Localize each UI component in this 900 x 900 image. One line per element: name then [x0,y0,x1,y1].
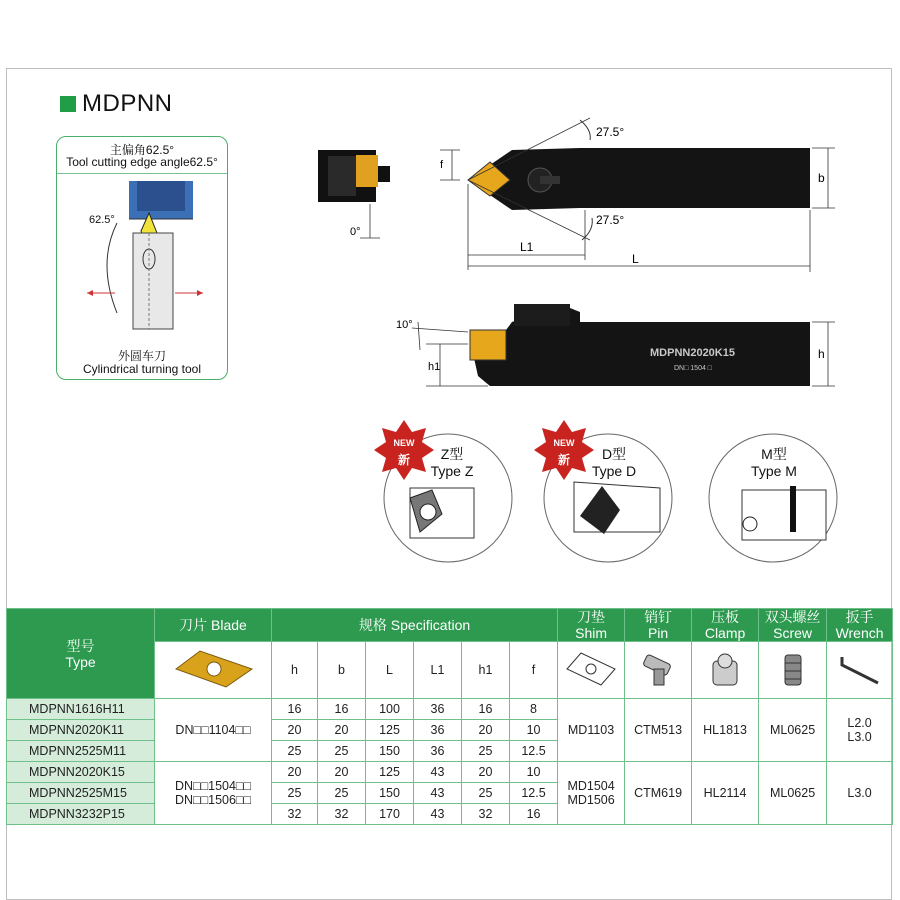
spec-table [6,608,893,825]
turning-tool-cn: 外圆车刀 [117,349,166,363]
spec-col-L1: L1 [414,642,462,699]
spec-col-h1: h1 [462,642,510,699]
clamp-group1: HL1813 [692,699,759,762]
screw-header: 双头螺丝 Screw [759,609,827,642]
blade-group2: DN□□1504□□ DN□□1506□□ [155,762,272,825]
clamp-group2: HL2114 [692,762,759,825]
type-d-label: D型 Type D [591,446,637,479]
wrench-group1: L2.0 L3.0 [827,699,893,762]
zero-angle-label: 0° [350,226,361,238]
wrench-header: 扳手 Wrench [827,609,893,642]
dim-l1-label: L1 [520,240,534,254]
pin-icon [625,642,692,699]
spec-header: 规格 Specification [272,609,558,642]
table-row: MDPNN3232P15 32 32 170 43 32 16 [7,804,893,825]
engraving-text: MDPNN2020K15 [650,347,735,359]
top-angle-label: 27.5° [596,125,625,139]
insert-types [370,420,890,570]
clamp-header: 压板 Clamp [692,609,759,642]
spec-col-L: L [366,642,414,699]
table-row: MDPNN1616H11 DN□□1104□□ 16 16 100 36 16 8 MD1103 CTM513 HL1813 ML0625 L2.0 L3.0 [7,699,893,720]
svg-text:新: 新 [397,453,411,467]
screw-group1: ML0625 [759,699,827,762]
dim-h1-label: h1 [428,361,441,373]
page-title: MDPNN [60,90,173,118]
table-row: MDPNN2020K15 DN□□1504□□ DN□□1506□□ 20 20 125 43 20 10 MD1504 MD1506 CTM619 HL2114 ML0625 L3.0 [7,762,893,783]
type-z-label: Z型 Type Z [430,446,474,479]
angle-info-box [56,136,228,380]
dim-h-label: h [818,347,825,361]
svg-text:NEW: NEW [393,438,415,448]
pin-group1: CTM513 [625,699,692,762]
spec-col-b: b [318,642,366,699]
engraving-small: DN□ 1504 □ [674,365,713,372]
header-row-1 [7,609,893,642]
shim-header: 刀垫 Shim [558,609,625,642]
wrench-icon [827,642,893,699]
type-m-label: M型 Type M [751,446,797,479]
dim-f-label: f [440,159,444,171]
screw-icon [759,642,827,699]
svg-text:NEW: NEW [553,438,575,448]
angle-title-en: Tool cutting edge angle62.5° [66,155,218,169]
angle-diagram [57,173,227,343]
screw-group2: ML0625 [759,762,827,825]
shim-group1: MD1103 [558,699,625,762]
dim-l-label: L [632,252,639,266]
table-row: MDPNN2020K11 20 20 125 36 20 10 [7,720,893,741]
angle-title-cn: 主偏角62.5° [109,143,175,157]
pin-header: 销钉 Pin [625,609,692,642]
table-row: MDPNN2525M11 25 25 150 36 25 12.5 [7,741,893,762]
dim-b-label: b [818,171,825,185]
blade-group1: DN□□1104□□ [155,699,272,762]
shim-group2: MD1504 MD1506 [558,762,625,825]
angle-value: 62.5° [89,214,115,226]
bottom-angle-label: 27.5° [596,213,625,227]
spec-col-f: f [510,642,558,699]
table-row: MDPNN2525M15 25 25 150 43 25 12.5 [7,783,893,804]
wrench-group2: L3.0 [827,762,893,825]
tool-drawing [300,100,860,390]
pin-group2: CTM619 [625,762,692,825]
type-header: 型号 Type [7,609,155,699]
clamp-icon [692,642,759,699]
side-angle-label: 10° [396,319,413,331]
green-square-icon [60,96,76,112]
svg-text:新: 新 [557,453,571,467]
shim-icon [558,642,625,699]
blade-insert-icon [155,642,272,699]
blade-header: 刀片 Blade [155,609,272,642]
turning-tool-en: Cylindrical turning tool [82,362,202,376]
spec-col-h: h [272,642,318,699]
